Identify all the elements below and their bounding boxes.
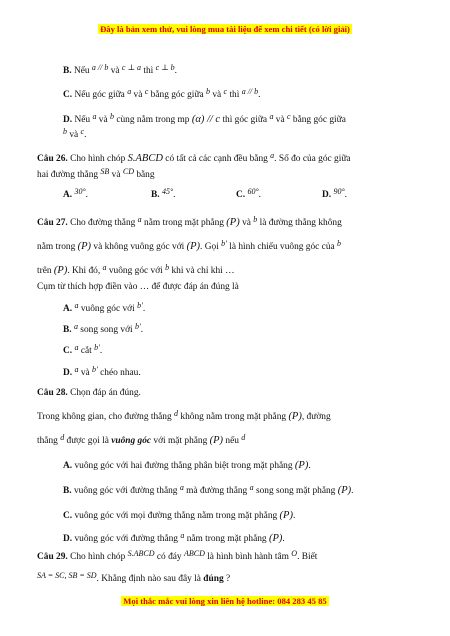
question-label: Câu 27. xyxy=(37,218,68,228)
text: nằm trong mặt phẳng xyxy=(186,534,267,544)
text: . Khi đó, xyxy=(67,266,101,276)
math: (P) xyxy=(268,533,283,544)
q28-option-c[interactable] xyxy=(63,509,295,523)
text: . xyxy=(84,130,87,140)
option-value: 45° xyxy=(161,187,174,196)
option-label: A. xyxy=(63,304,73,314)
math: a // b xyxy=(241,87,259,96)
preview-banner xyxy=(0,24,450,35)
math: (P) xyxy=(77,241,92,252)
text: cùng nằm trong mp xyxy=(116,115,190,125)
math: a xyxy=(74,365,79,374)
question-27-line2 xyxy=(37,240,413,254)
math: (P) xyxy=(209,435,224,446)
text: và xyxy=(212,90,222,100)
math: c xyxy=(80,127,85,136)
text: nằm trong xyxy=(37,242,76,252)
question-28-line3 xyxy=(37,434,245,448)
option-label: D. xyxy=(322,190,332,200)
math: a xyxy=(269,112,274,121)
text: . xyxy=(258,90,261,100)
text: bằng góc giữa xyxy=(292,115,346,125)
math: S.ABCD xyxy=(127,549,155,558)
text: và xyxy=(69,130,79,140)
text: là đường thẳng không xyxy=(259,218,342,228)
math: SB xyxy=(100,167,110,176)
text: thẳng xyxy=(37,436,58,446)
prev-option-d xyxy=(63,113,413,127)
q26-option-d[interactable] xyxy=(322,187,348,202)
text: Trong không gian, cho đường thẳng xyxy=(37,412,172,422)
preview-banner-text: Đây là bản xem thử, vui lòng mua tài liệu để xem chi tiết (có lời giải) xyxy=(100,24,350,34)
text: với mặt phẳng xyxy=(153,436,208,446)
question-29-cont xyxy=(37,571,231,586)
text: . Biết xyxy=(297,552,318,562)
option-label: D. xyxy=(63,115,73,125)
math: (P) xyxy=(294,460,309,471)
text: và không vuông góc với xyxy=(93,242,185,252)
text: vuông góc với xyxy=(80,304,135,314)
question-27-prompt xyxy=(37,282,239,294)
math: b xyxy=(253,215,258,224)
text: vuông góc với mọi đường thẳng nằm trong mặt phẳng xyxy=(74,511,278,521)
q27-option-d[interactable] xyxy=(63,365,141,380)
q27-option-c[interactable] xyxy=(63,343,103,358)
text: được gọi là xyxy=(66,436,109,446)
math: a xyxy=(249,483,254,492)
option-value: 60° xyxy=(247,187,259,196)
math: O xyxy=(291,549,298,558)
text-emphasis: đúng xyxy=(203,574,224,584)
text: vuông góc với đường thẳng xyxy=(73,486,178,496)
option-label: D. xyxy=(63,534,73,544)
math: (P) xyxy=(226,217,240,228)
math: a xyxy=(179,483,184,492)
math: d xyxy=(241,433,246,442)
math: a xyxy=(137,215,142,224)
text: thì xyxy=(143,66,154,76)
math: CD xyxy=(122,167,134,176)
question-label: Câu 28. xyxy=(37,388,68,398)
math: a xyxy=(73,322,78,331)
math: a xyxy=(74,301,79,310)
text: . xyxy=(173,190,176,200)
text: và xyxy=(98,115,108,125)
text: bằng góc giữa xyxy=(150,90,204,100)
q26-option-b[interactable] xyxy=(151,187,176,202)
option-value: 30° xyxy=(74,187,86,196)
math: S.ABCD xyxy=(127,153,163,164)
text: Nếu xyxy=(73,66,90,76)
text: không nằm trong mặt phẳng xyxy=(180,412,287,422)
math: c ⊥ a xyxy=(121,63,141,72)
text: cắt xyxy=(80,346,92,356)
math: (P) xyxy=(279,510,293,521)
q27-option-b[interactable] xyxy=(63,322,144,337)
text: . xyxy=(174,66,178,76)
math: b′ xyxy=(221,239,227,248)
text: . xyxy=(344,190,348,200)
text: Chọn đáp án đúng. xyxy=(70,388,141,398)
math: b xyxy=(109,112,114,121)
question-28-line2 xyxy=(37,410,413,424)
text: chéo nhau. xyxy=(100,368,141,378)
text: . xyxy=(351,486,354,496)
math: c xyxy=(286,112,291,121)
text: , đường xyxy=(301,412,331,422)
question-label: Câu 29. xyxy=(37,552,68,562)
option-label: C. xyxy=(236,190,246,200)
q28-option-d[interactable] xyxy=(63,532,285,546)
prev-option-d-cont xyxy=(63,127,87,142)
text: Nếu góc giữa xyxy=(74,90,125,100)
q28-option-b[interactable] xyxy=(63,484,353,498)
math: a xyxy=(127,87,132,96)
text: và xyxy=(80,368,90,378)
text: ? xyxy=(225,574,231,584)
option-label: A. xyxy=(63,190,73,200)
prev-option-c xyxy=(63,87,261,102)
text: và xyxy=(275,115,285,125)
question-27-line3 xyxy=(37,264,234,278)
text: thì xyxy=(229,90,240,100)
text: hai đường thẳng xyxy=(37,170,99,180)
text: có đáy xyxy=(156,552,182,562)
option-label: C. xyxy=(63,90,73,100)
text: và xyxy=(133,90,143,100)
text: . xyxy=(99,346,103,356)
question-27 xyxy=(37,216,413,230)
text: . Số đo của góc giữa xyxy=(274,154,351,164)
text: nếu xyxy=(225,436,239,446)
text: là hình bình hành tâm xyxy=(207,552,289,562)
text: song song mặt phẳng xyxy=(255,486,336,496)
math: (P) xyxy=(186,241,201,252)
math: a xyxy=(180,531,185,540)
text: Cho đường thẳng xyxy=(70,218,136,228)
option-label: B. xyxy=(63,486,72,496)
text: Cho hình chóp xyxy=(70,154,126,164)
math: SA = SC, SB = SD xyxy=(37,571,97,580)
text: . Gọi xyxy=(200,242,219,252)
text: và xyxy=(111,170,121,180)
text: . xyxy=(308,461,311,471)
text: . xyxy=(140,325,144,335)
text: là hình chiếu vuông góc của xyxy=(229,242,335,252)
text: và xyxy=(110,66,120,76)
math: d xyxy=(174,409,179,418)
math: (P) xyxy=(288,411,302,422)
text: bằng xyxy=(136,170,155,180)
math: b′ xyxy=(92,365,98,374)
text: mà đường thẳng xyxy=(186,486,248,496)
q27-option-a[interactable] xyxy=(63,301,146,316)
text: có tất cả các cạnh đều bằng xyxy=(165,154,268,164)
math: b xyxy=(63,127,67,136)
text: thì góc giữa xyxy=(222,115,268,125)
math: a xyxy=(74,343,79,352)
math: d xyxy=(60,433,65,442)
question-29 xyxy=(37,549,413,564)
math: c xyxy=(144,87,149,96)
question-28 xyxy=(37,388,141,400)
option-label: C. xyxy=(63,346,73,356)
option-label: B. xyxy=(63,325,72,335)
question-label: Câu 26. xyxy=(37,154,68,164)
math: b′ xyxy=(135,322,141,331)
math: c ⊥ b xyxy=(155,63,175,72)
text: song song với xyxy=(80,325,133,335)
text: Cho hình chóp xyxy=(70,552,126,562)
text: trên xyxy=(37,266,52,276)
math: a xyxy=(270,151,275,160)
math: ABCD xyxy=(183,549,205,558)
math: c xyxy=(223,87,228,96)
math: a xyxy=(92,112,97,121)
option-value: 90° xyxy=(333,187,345,196)
hotline-footer xyxy=(0,596,450,607)
hotline-footer-text: Mọi thắc mắc vui lòng xin liên hệ hotline: 084 283 45 85 xyxy=(123,596,327,606)
text: . xyxy=(282,534,285,544)
q26-option-c[interactable] xyxy=(236,187,262,202)
text: vuông góc với đường thẳng xyxy=(74,534,178,544)
text: . xyxy=(292,511,296,521)
text: . xyxy=(258,190,262,200)
text-emphasis: vuông góc xyxy=(111,436,152,446)
option-label: D. xyxy=(63,368,73,378)
math: a xyxy=(102,263,107,272)
math: b′ xyxy=(94,343,100,352)
text: vuông góc với xyxy=(108,266,163,276)
text: . Khẳng định nào sau đây là xyxy=(96,574,201,584)
q26-option-a[interactable] xyxy=(63,187,89,202)
text: nằm trong mặt phẳng xyxy=(144,218,224,228)
math: (P) xyxy=(53,265,68,276)
math: b xyxy=(337,239,342,248)
text: và xyxy=(242,218,251,228)
text: Nếu xyxy=(74,115,91,125)
question-26 xyxy=(37,152,413,166)
text: Cụm từ thích hợp điền vào … để được đáp án đúng là xyxy=(37,282,239,292)
option-label: A. xyxy=(63,461,73,471)
math: b′ xyxy=(137,301,143,310)
math: b xyxy=(205,87,210,96)
math: (P) xyxy=(337,485,352,496)
text: . xyxy=(85,190,89,200)
q28-option-a[interactable] xyxy=(63,459,311,473)
prev-option-b xyxy=(63,63,178,78)
text: . xyxy=(142,304,146,314)
math: a // b xyxy=(91,63,109,72)
option-label: B. xyxy=(63,66,72,76)
text: khi và chỉ khi … xyxy=(171,266,235,276)
option-label: B. xyxy=(151,190,160,200)
text: vuông góc với hai đường thẳng phân biệt trong mặt phẳng xyxy=(74,461,293,471)
math: (α) // c xyxy=(191,114,221,125)
math: b xyxy=(165,263,170,272)
option-label: C. xyxy=(63,511,73,521)
question-26-cont xyxy=(37,167,155,182)
